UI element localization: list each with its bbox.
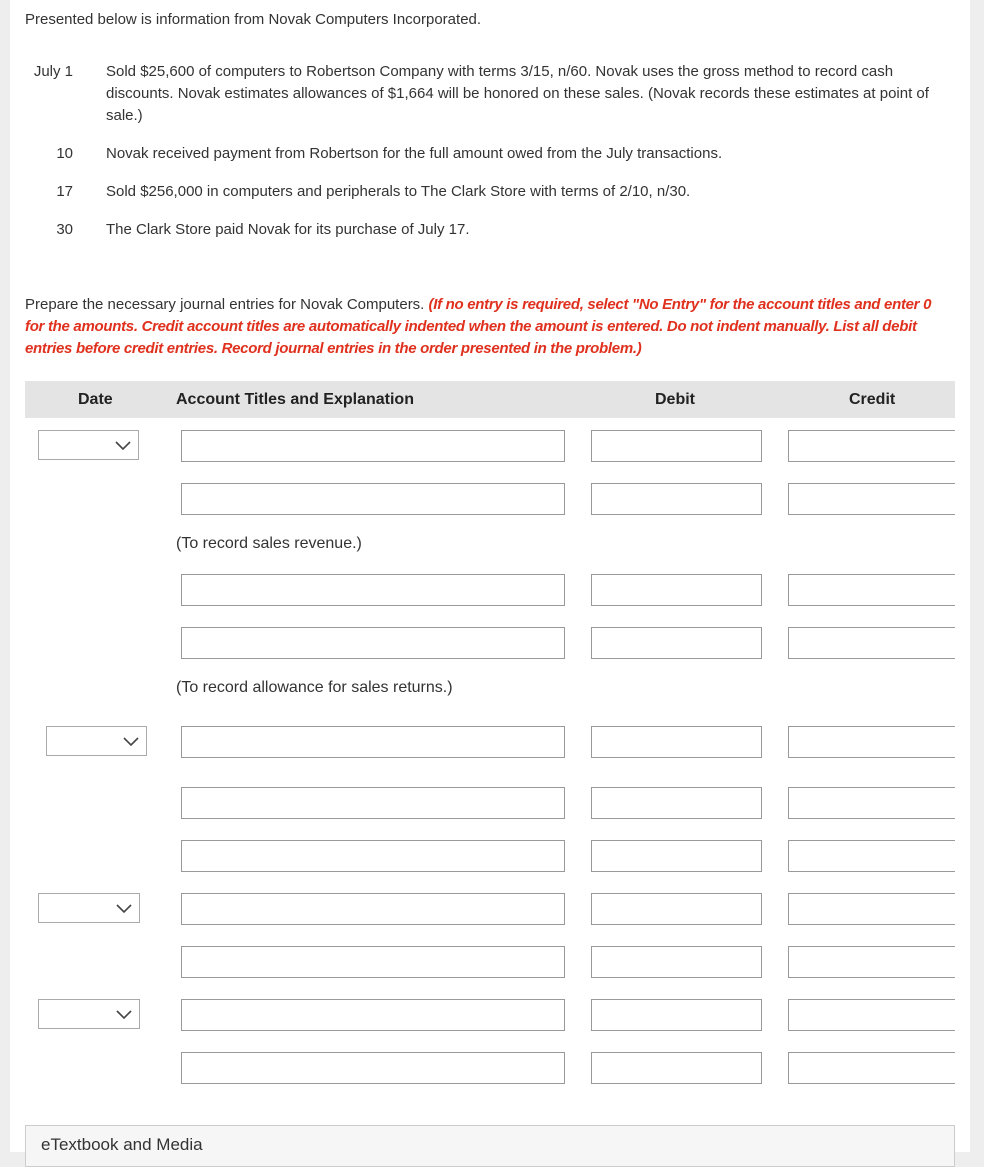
transaction-date: July 1 [33,63,73,80]
intro-text: Presented below is information from Novak Computers Incorporated. [25,11,482,28]
debit-input[interactable] [591,1052,762,1084]
transaction-date: 10 [56,145,73,162]
debit-input[interactable] [591,893,762,925]
credit-input[interactable] [788,726,955,758]
chevron-down-icon [122,733,140,749]
chevron-down-icon [114,437,132,453]
entry-explanation: (To record sales revenue.) [176,535,362,552]
transaction-text: Sold $256,000 in computers and peripherals to The Clark Store with terms of 2/10, n/30. [106,183,691,200]
debit-input[interactable] [591,627,762,659]
debit-input[interactable] [591,574,762,606]
debit-input[interactable] [591,999,762,1031]
transaction-date: 30 [56,221,73,238]
date-select[interactable] [38,893,140,923]
credit-input[interactable] [788,1052,955,1084]
account-title-input[interactable] [181,627,565,659]
transaction-text: The Clark Store paid Novak for its purchase of July 17. [106,221,470,238]
transaction-date: 17 [56,183,73,200]
credit-input[interactable] [788,999,955,1031]
credit-input[interactable] [788,483,955,515]
account-title-input[interactable] [181,946,565,978]
credit-input[interactable] [788,946,955,978]
transaction-text: Sold $25,600 of computers to Robertson Company with terms 3/15, n/60. Novak uses the gross method to record cash discounts. Novak estimates allowances of $1,664 will be honored on these sales. (Novak records these estimates at point of sale.) [106,63,929,124]
credit-input[interactable] [788,574,955,606]
journal-table-header [25,381,955,418]
chevron-down-icon [115,1006,133,1022]
account-title-input[interactable] [181,726,565,758]
debit-input[interactable] [591,483,762,515]
problem-panel [10,0,970,1152]
header-debit: Debit [655,391,695,408]
header-account: Account Titles and Explanation [176,391,414,408]
transaction-text: Novak received payment from Robertson for the full amount owed from the July transactions. [106,145,723,162]
date-select[interactable] [38,430,139,460]
etextbook-media-label: eTextbook and Media [41,1135,203,1154]
debit-input[interactable] [591,840,762,872]
chevron-down-icon [115,900,133,916]
account-title-input[interactable] [181,893,565,925]
credit-input[interactable] [788,893,955,925]
account-title-input[interactable] [181,430,565,462]
debit-input[interactable] [591,726,762,758]
account-title-input[interactable] [181,840,565,872]
credit-input[interactable] [788,840,955,872]
account-title-input[interactable] [181,483,565,515]
account-title-input[interactable] [181,1052,565,1084]
account-title-input[interactable] [181,574,565,606]
debit-input[interactable] [591,946,762,978]
date-select[interactable] [38,999,140,1029]
transaction-row [10,61,960,127]
instructions-note: (If no entry is required, select "No Entry" for the account titles and enter 0 for the amounts. Credit account titles are automatically indented when the amount is entered. Do not indent manually. List all debit entries before credit entries. Record journal entries in the order presented in the problem.) [25,296,932,357]
instructions [25,294,950,360]
account-title-input[interactable] [181,999,565,1031]
account-title-input[interactable] [181,787,565,819]
header-credit: Credit [849,391,896,408]
credit-input[interactable] [788,627,955,659]
credit-input[interactable] [788,430,955,462]
header-date: Date [78,391,113,408]
entry-explanation: (To record allowance for sales returns.) [176,679,453,696]
instructions-main: Prepare the necessary journal entries for Novak Computers. [25,296,425,313]
debit-input[interactable] [591,787,762,819]
etextbook-media-panel[interactable] [25,1125,955,1167]
debit-input[interactable] [591,430,762,462]
date-select[interactable] [46,726,147,756]
credit-input[interactable] [788,787,955,819]
